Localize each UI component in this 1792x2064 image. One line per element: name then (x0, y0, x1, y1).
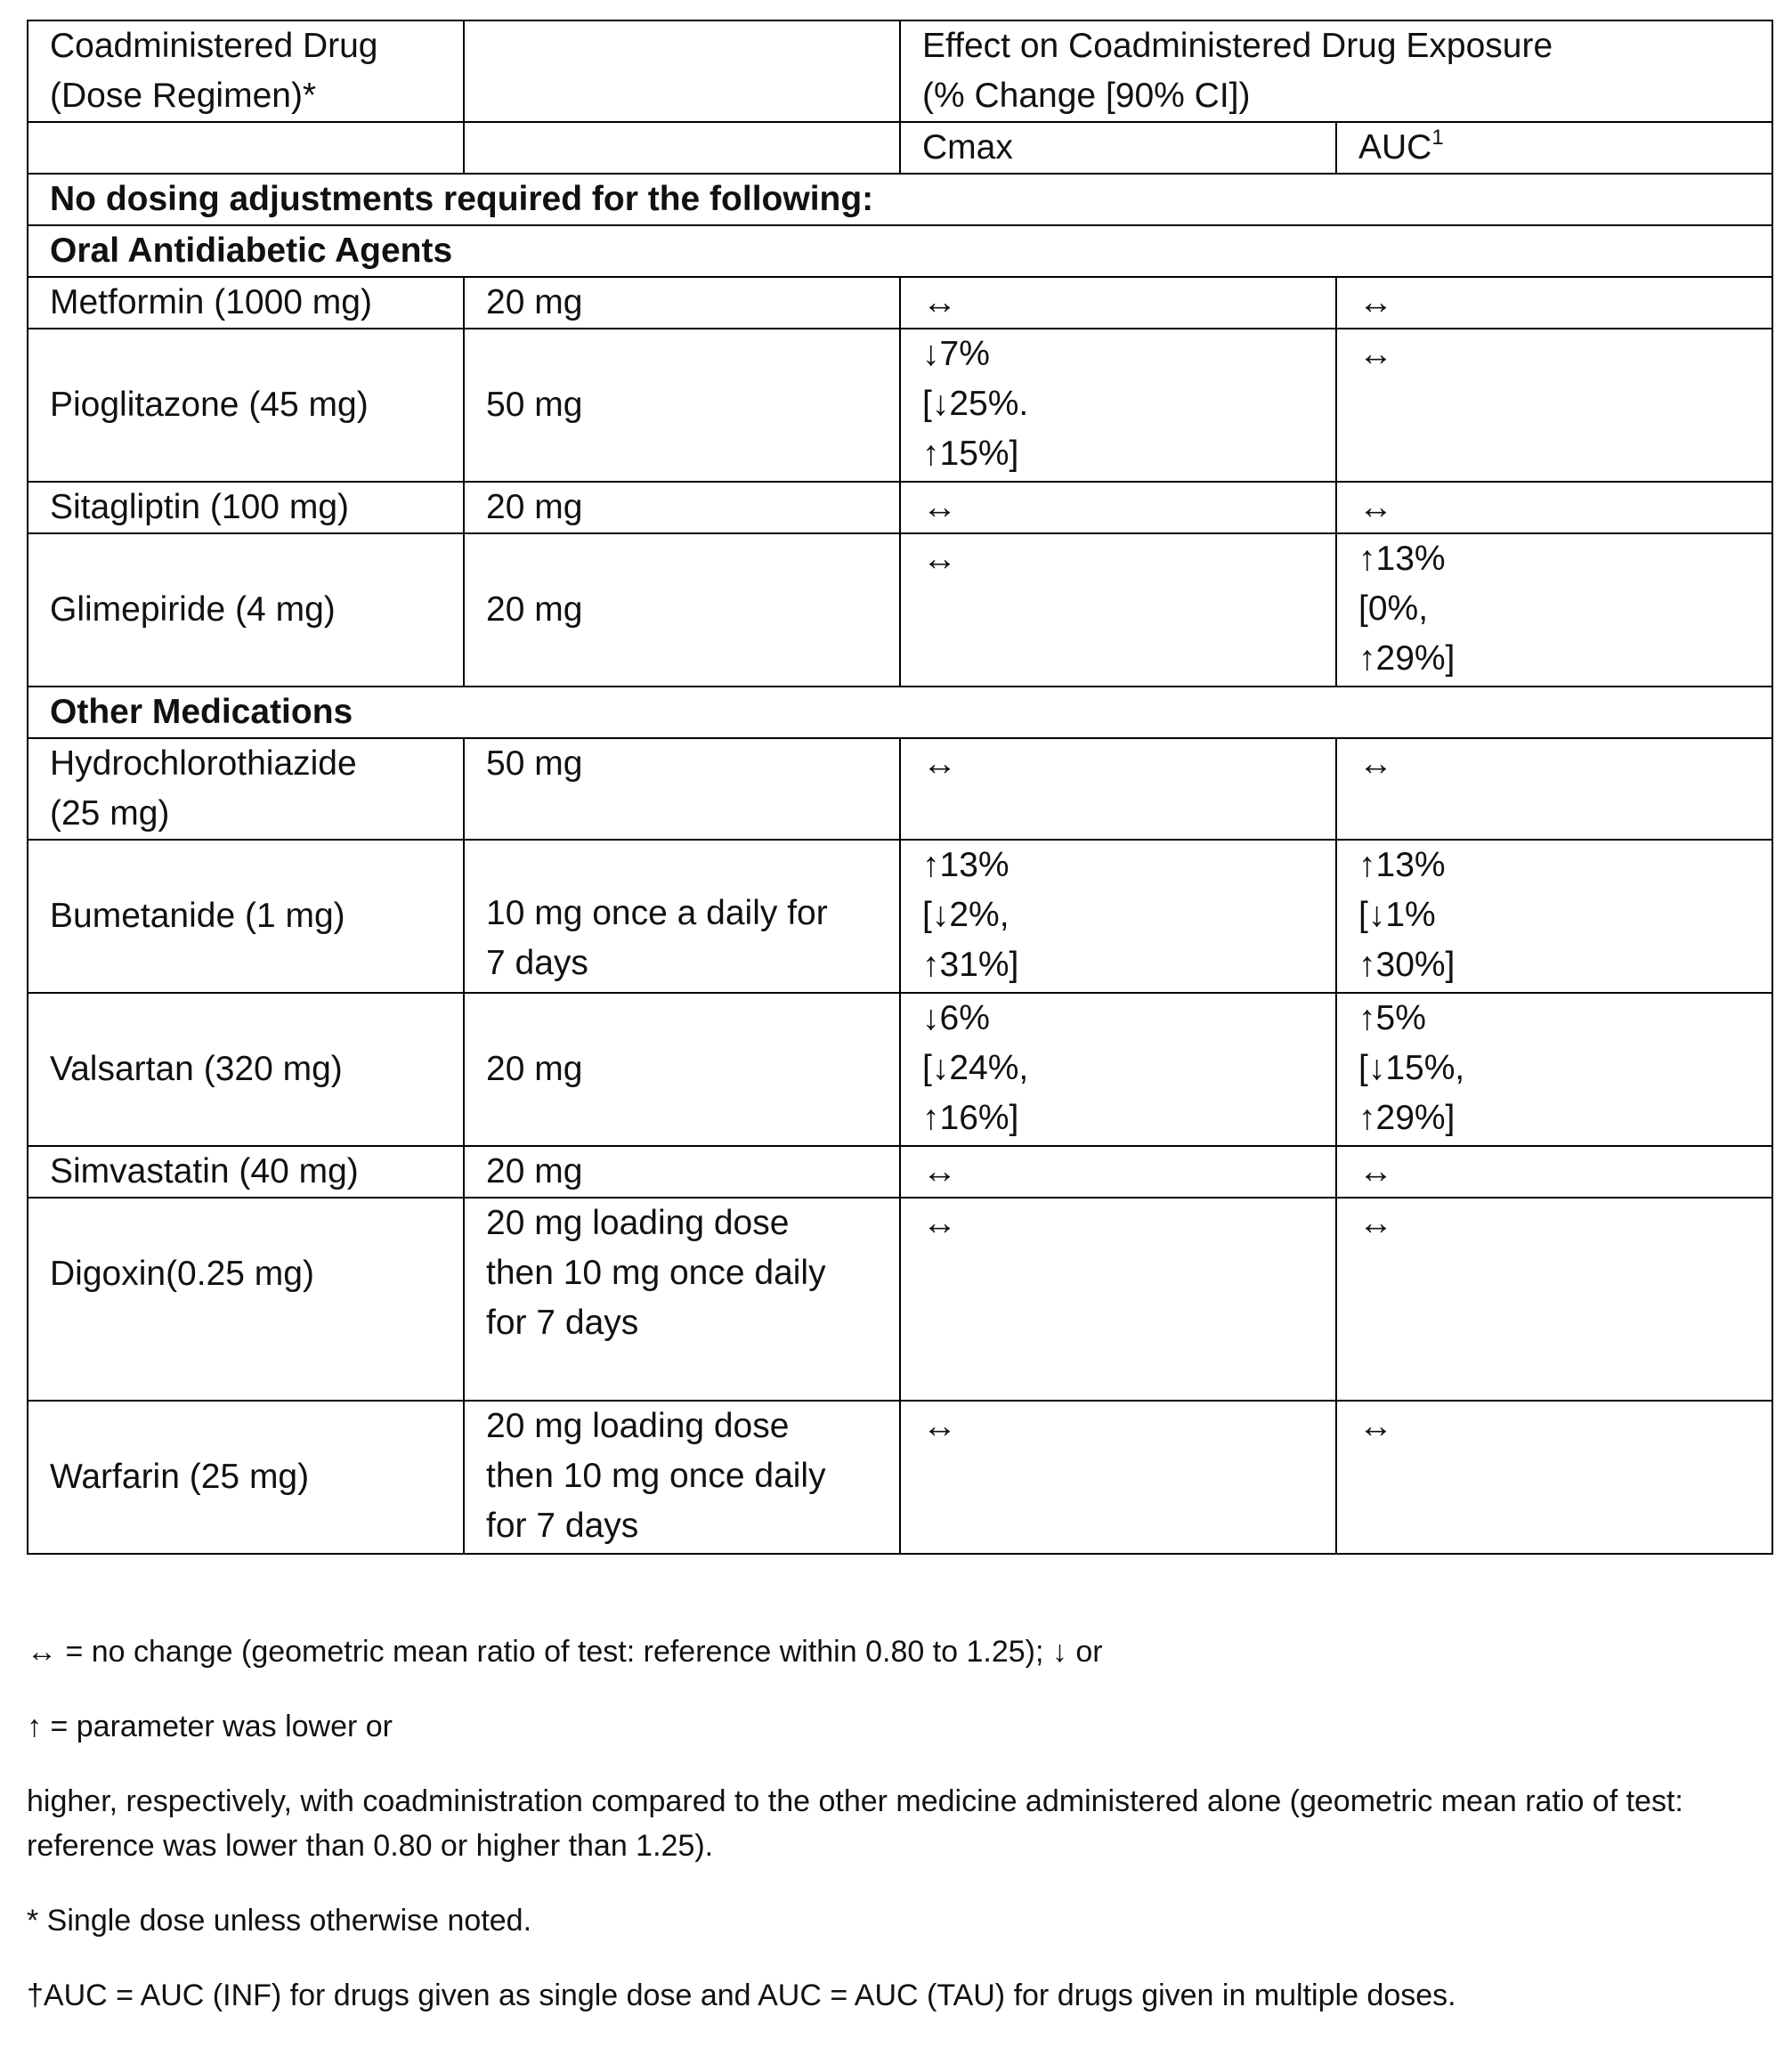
cell-cmax: ↓6% [↓24%, ↑16%] (900, 993, 1336, 1146)
table-subheader-row (28, 122, 1772, 174)
cell-drug: Pioglitazone (45 mg) (28, 329, 464, 482)
cell-dose: 20 mg loading dose then 10 mg once daily for 7 days (464, 1401, 900, 1554)
header-dose (464, 20, 900, 122)
subheader-empty-1 (28, 122, 464, 174)
subheader-empty-2 (464, 122, 900, 174)
header-cmax: Cmax (900, 122, 1336, 174)
cell-dose: 10 mg once a daily for 7 days (464, 840, 900, 993)
document-page (27, 20, 1772, 1555)
footnote-arrow-legend: ↔ = no change (geometric mean ratio of test: reference within 0.80 to 1.25); ↓ or (27, 1635, 1103, 1669)
footnote-auc-definition: †AUC = AUC (INF) for drugs given as single dose and AUC = AUC (TAU) for drugs given in multiple doses. (27, 1979, 1456, 2012)
cell-auc: ↔ (1336, 329, 1772, 482)
cell-cmax: ↔ (900, 1401, 1336, 1554)
cell-cmax: ↔ (900, 1198, 1336, 1401)
header-effect: Effect on Coadministered Drug Exposure (% Change [90% CI]) (900, 20, 1772, 122)
cell-cmax: ↔ (900, 533, 1336, 687)
section-row (28, 687, 1772, 738)
cell-drug: Hydrochlorothiazide (25 mg) (28, 738, 464, 840)
cell-drug: Digoxin(0.25 mg) (28, 1198, 464, 1401)
cell-auc: ↑13% [0%, ↑29%] (1336, 533, 1772, 687)
cell-cmax: ↔ (900, 482, 1336, 533)
cell-auc: ↔ (1336, 738, 1772, 840)
section-row (28, 225, 1772, 277)
cell-cmax: ↔ (900, 277, 1336, 329)
cell-drug: Bumetanide (1 mg) (28, 840, 464, 993)
table-row (28, 1198, 1772, 1401)
cell-dose: 20 mg loading dose then 10 mg once daily for 7 days (464, 1198, 900, 1401)
cell-dose: 50 mg (464, 738, 900, 840)
cell-auc: ↔ (1336, 1401, 1772, 1554)
header-auc (1336, 122, 1772, 174)
table-row (28, 277, 1772, 329)
table-row (28, 993, 1772, 1146)
cell-cmax: ↔ (900, 738, 1336, 840)
drug-interaction-table (27, 20, 1773, 1555)
cell-drug: Glimepiride (4 mg) (28, 533, 464, 687)
table-row (28, 1401, 1772, 1554)
section-title-other-medications: Other Medications (28, 687, 1772, 738)
cell-dose: 20 mg (464, 482, 900, 533)
cell-drug: Simvastatin (40 mg) (28, 1146, 464, 1198)
cell-auc: ↑13% [↓1% ↑30%] (1336, 840, 1772, 993)
section-title-oral-antidiabetic: Oral Antidiabetic Agents (28, 225, 1772, 277)
header-auc-superscript: 1 (1431, 126, 1444, 150)
cell-dose: 50 mg (464, 329, 900, 482)
table-header-row (28, 20, 1772, 122)
cell-cmax: ↑13% [↓2%, ↑31%] (900, 840, 1336, 993)
banner-row (28, 174, 1772, 225)
table-row (28, 840, 1772, 993)
cell-drug: Valsartan (320 mg) (28, 993, 464, 1146)
header-coadministered-drug: Coadministered Drug (Dose Regimen)* (28, 20, 464, 122)
footnote-up-arrow: ↑ = parameter was lower or (27, 1710, 393, 1743)
no-dosing-adjustment-banner: No dosing adjustments required for the following: (28, 174, 1772, 225)
cell-dose: 20 mg (464, 533, 900, 687)
cell-auc: ↔ (1336, 277, 1772, 329)
header-auc-label: AUC (1358, 128, 1432, 167)
table-row (28, 482, 1772, 533)
cell-dose: 20 mg (464, 1146, 900, 1198)
table-row (28, 533, 1772, 687)
cell-cmax: ↓7% [↓25%. ↑15%] (900, 329, 1336, 482)
cell-auc: ↔ (1336, 482, 1772, 533)
cell-auc: ↑5% [↓15%, ↑29%] (1336, 993, 1772, 1146)
footnote-single-dose: * Single dose unless otherwise noted. (27, 1904, 532, 1938)
cell-dose: 20 mg (464, 993, 900, 1146)
cell-drug: Warfarin (25 mg) (28, 1401, 464, 1554)
table-row (28, 738, 1772, 840)
cell-auc: ↔ (1336, 1146, 1772, 1198)
cell-drug: Sitagliptin (100 mg) (28, 482, 464, 533)
cell-auc: ↔ (1336, 1198, 1772, 1401)
cell-drug: Metformin (1000 mg) (28, 277, 464, 329)
footnote-continuation: higher, respectively, with coadministration compared to the other medicine administered alone (geometric mean ratio of test: reference was lower than 0.80 or higher than 1.25). (27, 1784, 1683, 1863)
table-row (28, 329, 1772, 482)
cell-dose: 20 mg (464, 277, 900, 329)
table-row (28, 1146, 1772, 1198)
cell-cmax: ↔ (900, 1146, 1336, 1198)
